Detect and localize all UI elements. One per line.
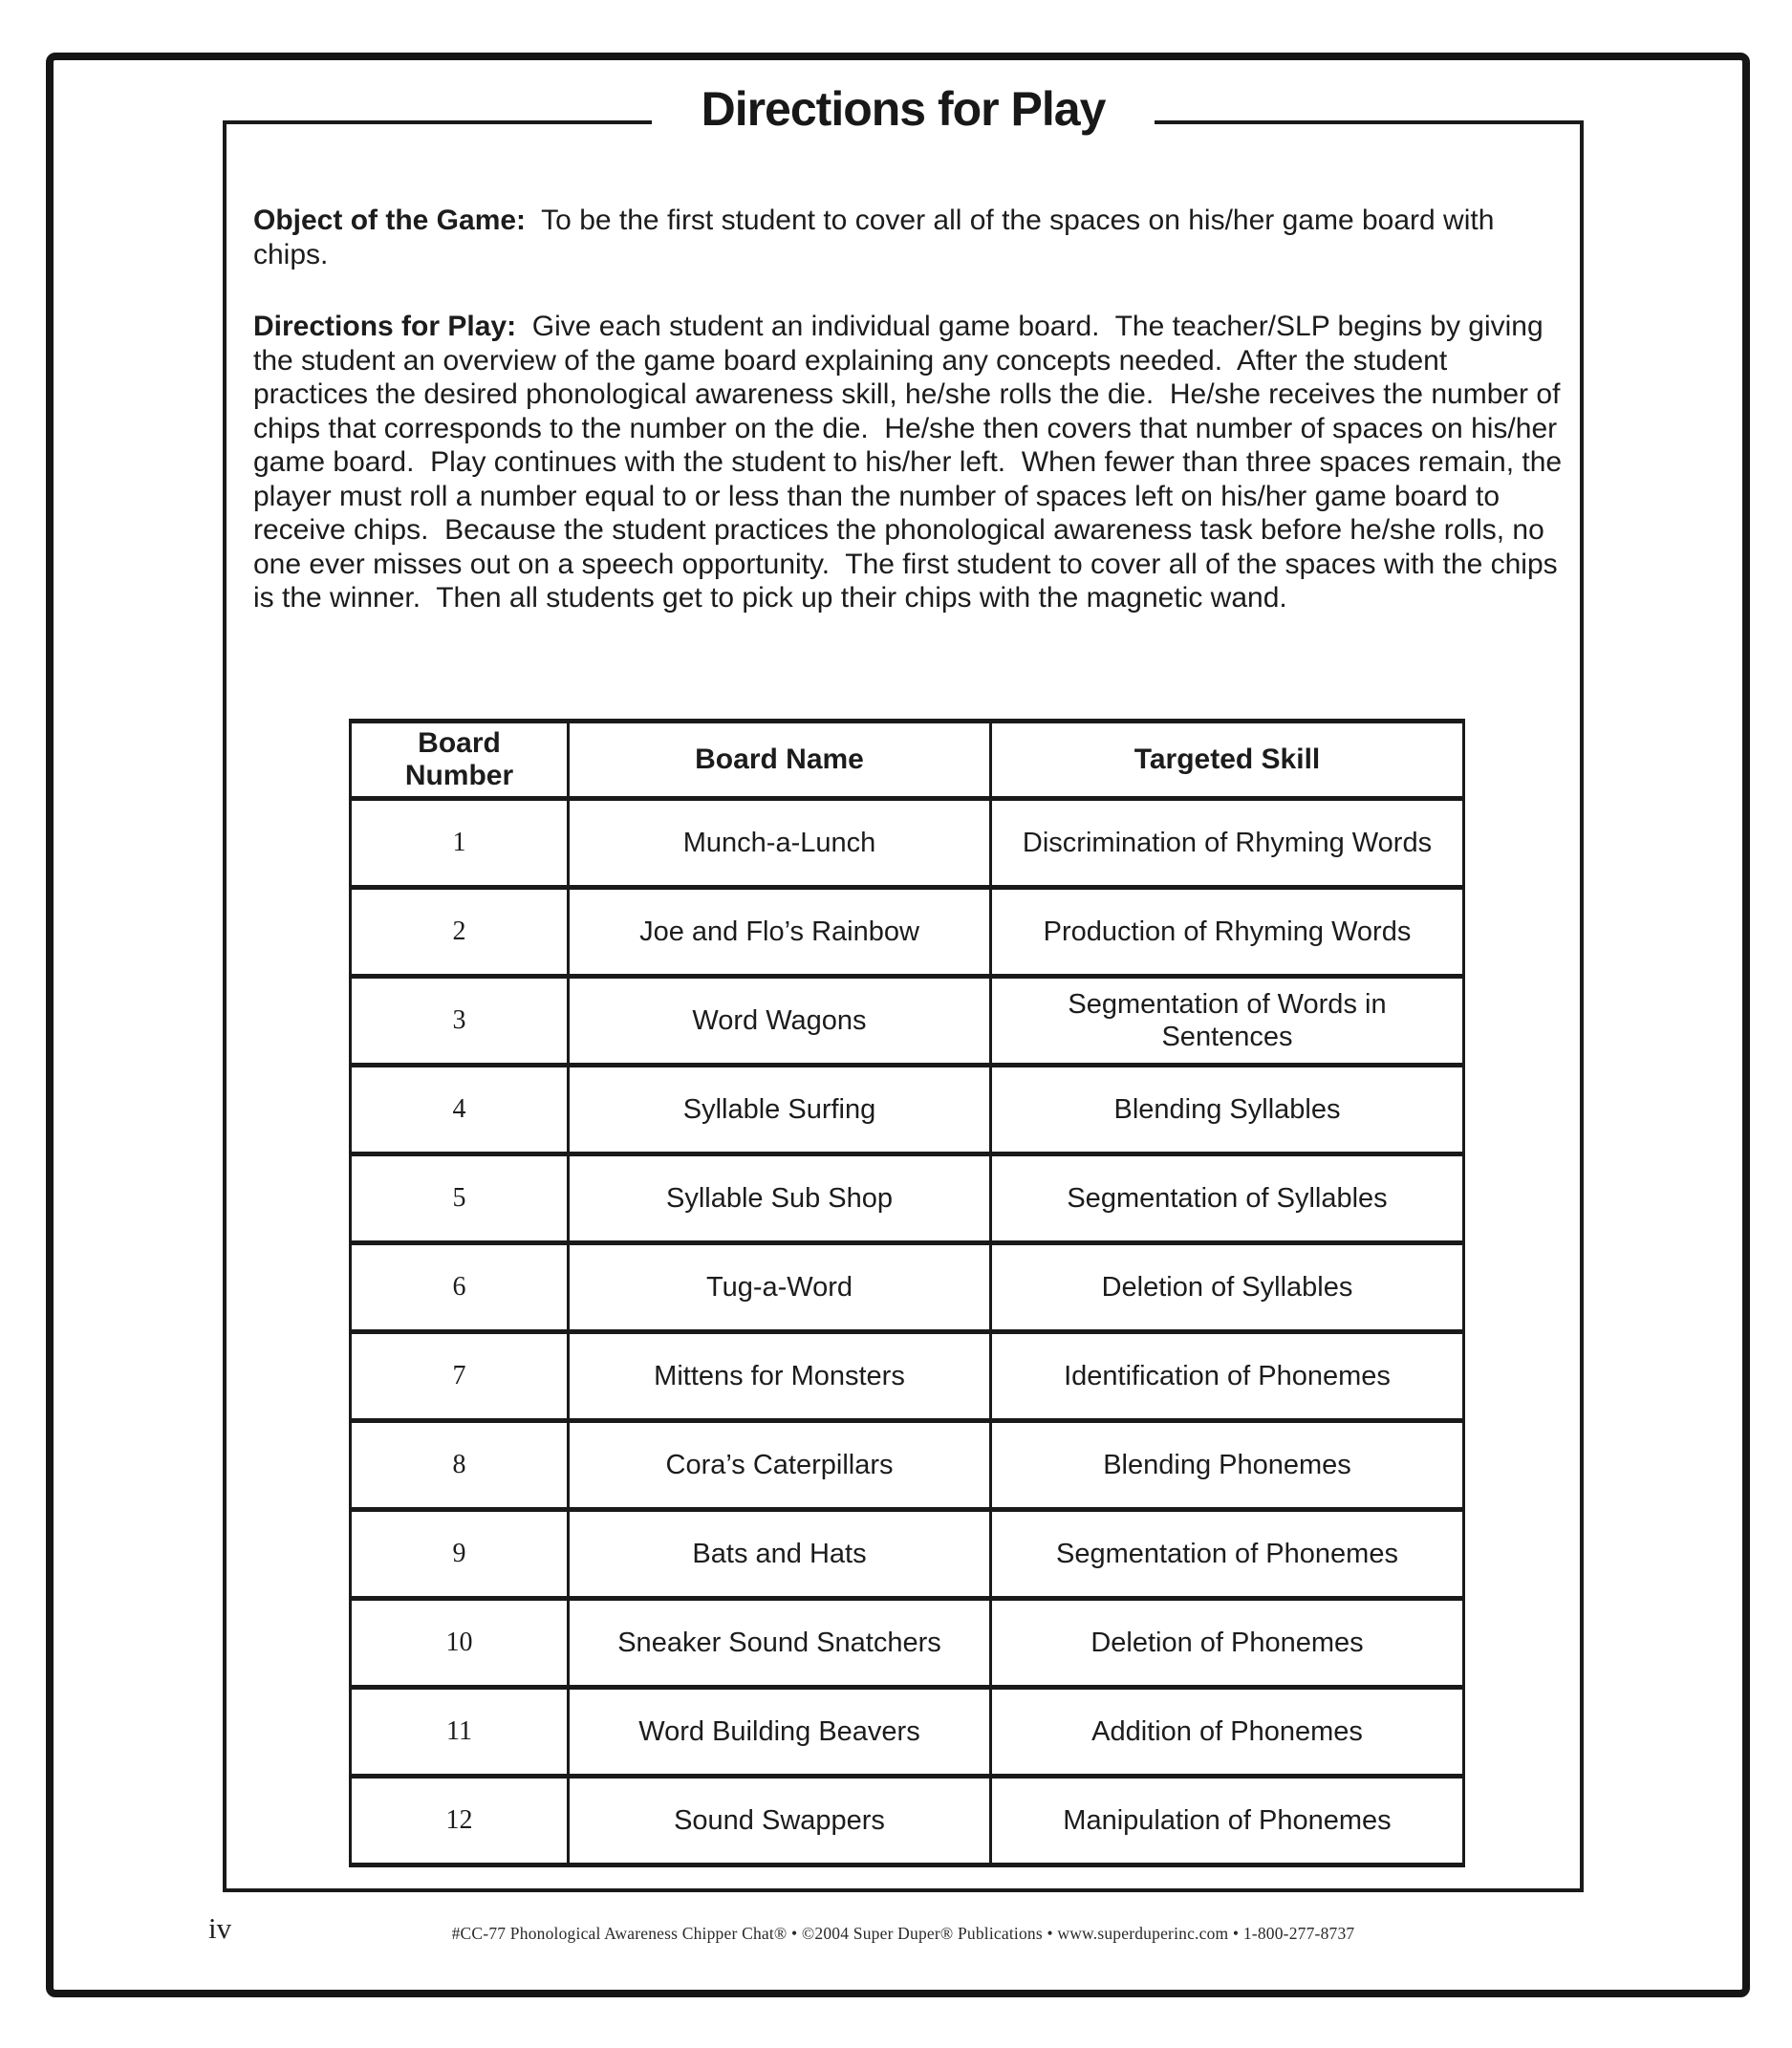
board-number-cell: 10	[351, 1599, 569, 1688]
targeted-skill-cell: Deletion of Syllables	[991, 1243, 1464, 1332]
board-name-cell: Tug-a-Word	[569, 1243, 991, 1332]
table-row	[351, 1421, 1464, 1510]
board-number-cell: 8	[351, 1421, 569, 1510]
table-row	[351, 1688, 1464, 1777]
directions-for-play-paragraph	[253, 310, 1570, 615]
board-number-cell: 2	[351, 888, 569, 977]
board-name-cell: Mittens for Monsters	[569, 1332, 991, 1421]
table-row	[351, 977, 1464, 1066]
table-row	[351, 1154, 1464, 1243]
page-title: Directions for Play	[652, 81, 1155, 137]
object-of-game-text: To be the first student to cover all of the spaces on his/her game board with chips.	[253, 205, 1502, 270]
targeted-skill-cell: Identification of Phonemes	[991, 1332, 1464, 1421]
board-name-cell: Cora’s Caterpillars	[569, 1421, 991, 1510]
table-row	[351, 1066, 1464, 1154]
table-row	[351, 1243, 1464, 1332]
table-row	[351, 1777, 1464, 1865]
targeted-skill-cell: Discrimination of Rhyming Words	[991, 799, 1464, 888]
table-row	[351, 888, 1464, 977]
targeted-skill-cell: Segmentation of Words in Sentences	[991, 977, 1464, 1066]
board-name-cell: Sound Swappers	[569, 1777, 991, 1865]
board-number-cell: 9	[351, 1510, 569, 1599]
table-row	[351, 1599, 1464, 1688]
targeted-skill-cell: Blending Phonemes	[991, 1421, 1464, 1510]
column-header-board-name: Board Name	[569, 722, 991, 799]
targeted-skill-cell: Blending Syllables	[991, 1066, 1464, 1154]
board-number-cell: 7	[351, 1332, 569, 1421]
body-copy	[253, 204, 1570, 654]
board-name-cell: Word Building Beavers	[569, 1688, 991, 1777]
targeted-skill-cell: Segmentation of Syllables	[991, 1154, 1464, 1243]
board-number-cell: 6	[351, 1243, 569, 1332]
board-skills-table	[349, 719, 1465, 1867]
directions-for-play-label: Directions for Play:	[253, 311, 517, 342]
table-header-row	[351, 722, 1464, 799]
targeted-skill-cell: Segmentation of Phonemes	[991, 1510, 1464, 1599]
board-name-cell: Joe and Flo’s Rainbow	[569, 888, 991, 977]
board-number-cell: 12	[351, 1777, 569, 1865]
board-number-cell: 5	[351, 1154, 569, 1243]
board-number-cell: 3	[351, 977, 569, 1066]
footer-credit: #CC-77 Phonological Awareness Chipper Chat® • ©2004 Super Duper® Publications • www.superduperinc.com • 1-800-277-8737	[451, 1924, 1355, 1943]
board-number-cell: 1	[351, 799, 569, 888]
targeted-skill-cell: Manipulation of Phonemes	[991, 1777, 1464, 1865]
targeted-skill-cell: Production of Rhyming Words	[991, 888, 1464, 977]
page-title-wrap	[223, 81, 1584, 137]
board-name-cell: Syllable Sub Shop	[569, 1154, 991, 1243]
object-of-game-paragraph	[253, 204, 1565, 271]
directions-for-play-text: Give each student an individual game board. The teacher/SLP begins by giving the student an overview of the game board explaining any concepts needed. After the student practices the desired phonological awareness skill, he/she rolls the die. He/she receives the number of chips that corresponds to the number on the die. He/she then covers that number of spaces on his/her game board. Play continues with the student to his/her left. When fewer than three spaces remain, the player must roll a number equal to or less than the number of spaces left on his/her game board to receive chips. Because the student practices the phonological awareness task before he/she rolls, no one ever misses out on a speech opportunity. The first student to cover all of the spaces with the chips is the winner. Then all students get to pick up their chips with the magnetic wand.	[253, 311, 1570, 614]
board-name-cell: Sneaker Sound Snatchers	[569, 1599, 991, 1688]
board-name-cell: Bats and Hats	[569, 1510, 991, 1599]
table-row	[351, 1332, 1464, 1421]
column-header-targeted-skill: Targeted Skill	[991, 722, 1464, 799]
table-row	[351, 799, 1464, 888]
table-row	[351, 1510, 1464, 1599]
board-name-cell: Word Wagons	[569, 977, 991, 1066]
board-number-cell: 11	[351, 1688, 569, 1777]
targeted-skill-cell: Addition of Phonemes	[991, 1688, 1464, 1777]
column-header-board-number: Board Number	[351, 722, 569, 799]
board-name-cell: Syllable Surfing	[569, 1066, 991, 1154]
board-name-cell: Munch-a-Lunch	[569, 799, 991, 888]
page-number: iv	[208, 1911, 232, 1945]
board-number-cell: 4	[351, 1066, 569, 1154]
targeted-skill-cell: Deletion of Phonemes	[991, 1599, 1464, 1688]
object-of-game-label: Object of the Game:	[253, 205, 527, 236]
